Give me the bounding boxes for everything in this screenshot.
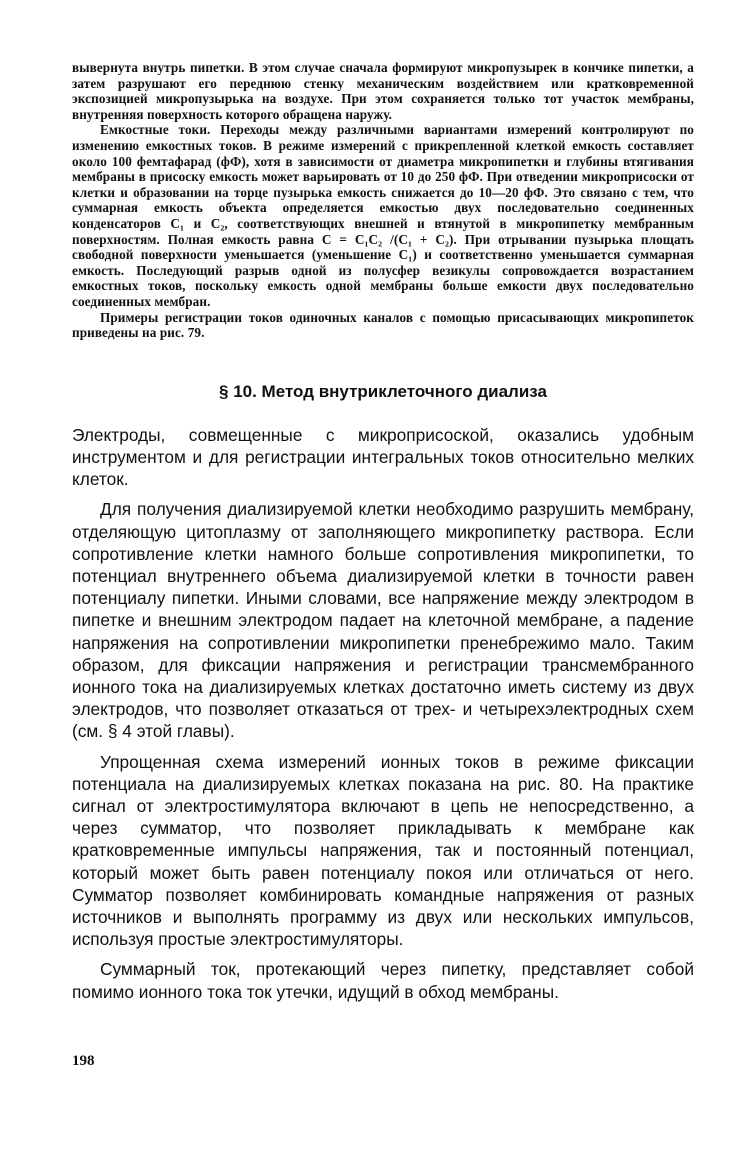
body-paragraph: Для получения диализируемой клетки необходимо разрушить мембрану, отделяющую цитоплазму от заполняющего микропипетку раствора. Если сопротивление клетки намного больше сопротивления микропипетки, то потенциал внутреннего объема диализируемой клетки в точности равен потенциалу пипетки. Иными словами, все напряжение между электродом в пипетке и внешним электродом падает на клеточной мембране, а падение напряжения на сопротивлении микропипетки пренебрежимо мало. Таким образом, для фиксации напряжения и регистрации трансмембранного ионного тока на диализируемых клетках достаточно иметь систему из двух электродов, что позволяет отказаться от трех- и четырехэлектродных схем (см. § 4 этой главы). <box>72 499 694 742</box>
paragraph-text: Переходы между различными вариантами измерений контролируют по изменению емкостных токов. В режиме измерений с прикрепленной клеткой емкость составляет около 100 фемтафарад (фФ), хотя в зависимости от диаметра микропипетки и глубины втягивания мембраны в присоску емкость может варьировать от 10 до 250 фФ. При отведении микроприсоски от клетки и образовании на торце пузырька емкость снижается до 10—20 фФ. Это связано с тем, что суммарная емкость объекта определяется емкостью двух последовательно соединенных конденсаторов C₁ и C₂, соответствующих внешней и втянутой в микропипетку мембранным поверхностям. Полная емкость равна C = C₁C₂ /(C₁ + C₂). При отрывании пузырька площать свободной поверхности уменьшается (уменьшение C₁) и соответственно уменьшается суммарная емкость. Последующий разрыв одной из полусфер везикулы сопровождается возрастанием емкостных токов, поскольку емкость одной мембраны больше емкости двух последовательно соединенных мембран. <box>72 122 694 309</box>
page-content <box>72 60 694 1003</box>
page-number: 198 <box>72 1053 95 1069</box>
main-text-section <box>72 424 694 1003</box>
small-paragraph <box>72 122 694 309</box>
body-paragraph: Суммарный ток, протекающий через пипетку, представляет собой помимо ионного тока ток утечки, идущий в обход мембраны. <box>72 959 694 1002</box>
small-paragraph: Примеры регистрации токов одиночных каналов с помощью присасывающих микропипеток приведены на рис. 79. <box>72 309 694 341</box>
small-print-section <box>72 60 694 341</box>
section-heading: § 10. Метод внутриклеточного диализа <box>219 381 547 401</box>
body-paragraph: Электроды, совмещенные с микроприсоской, оказались удобным инструментом и для регистрации интегральных токов относительно мелких клеток. <box>72 424 694 490</box>
small-paragraph: вывернута внутрь пипетки. В этом случае сначала формируют микропузырек в кончике пипетки, а затем разрушают его переднюю стенку механическим воздействием или кратковременной экспозицией микропузырька на воздухе. При этом сохраняется только тот участок мембраны, внутренняя поверхность которого обращена наружу. <box>72 60 694 122</box>
run-in-heading: Емкостные токи. <box>100 122 211 138</box>
body-paragraph: Упрощенная схема измерений ионных токов в режиме фиксации потенциала на диализируемых клетках показана на рис. 80. На практике сигнал от электростимулятора включают в цепь не непосредственно, а через сумматор, что позволяет прикладывать к мембране как кратковременные импульсы напряжения, так и постоянный потенциал, который может быть равен потенциалу покоя или отличаться от него. Сумматор позволяет комбинировать командные напряжения от разных источников и выполнять программу из двух или нескольких импульсов, используя простые электростимуляторы. <box>72 751 694 950</box>
